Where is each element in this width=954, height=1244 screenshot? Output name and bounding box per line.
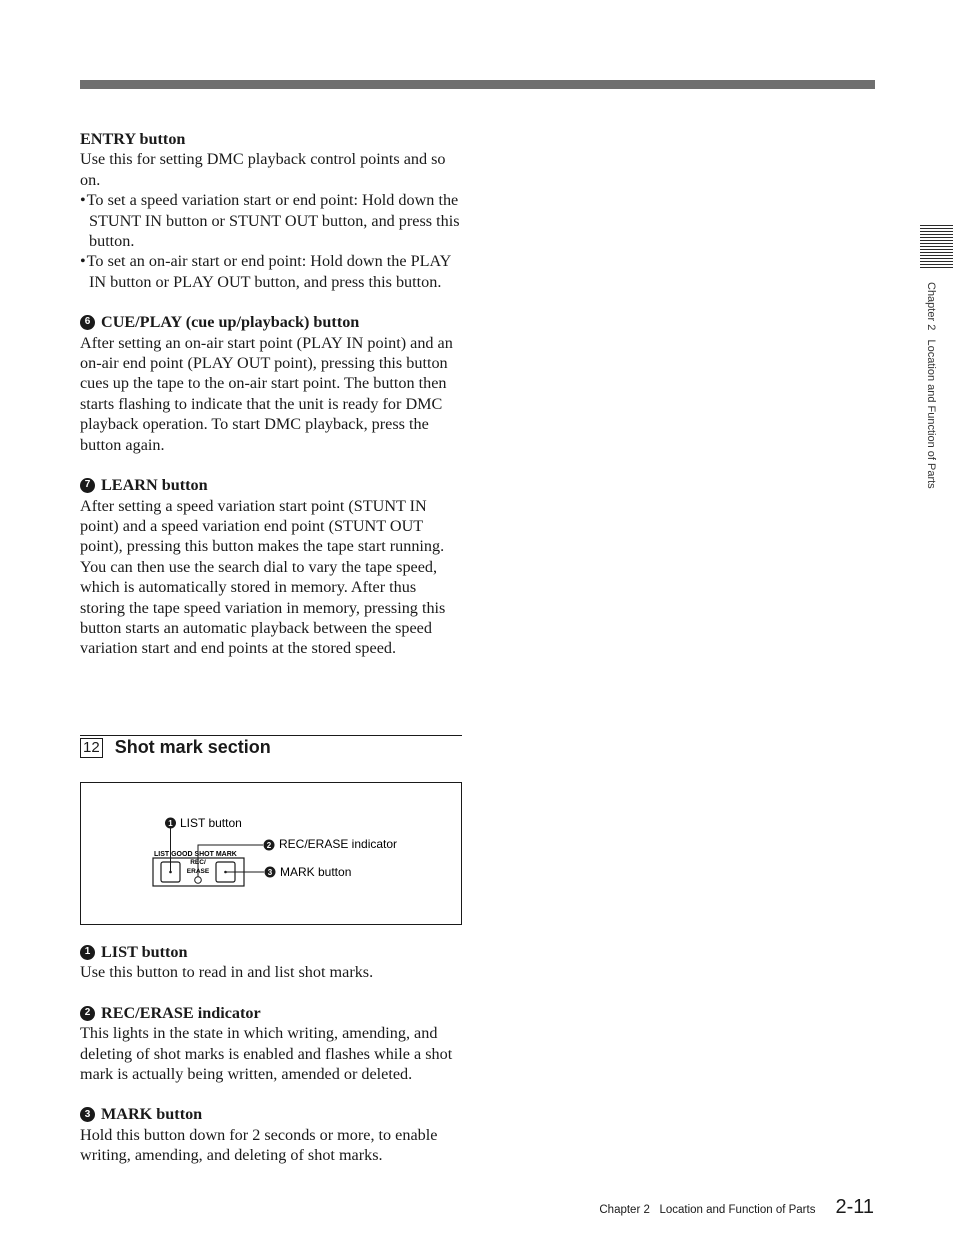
callout-2-number: 2 xyxy=(266,841,272,850)
item-description: Use this button to read in and list shot marks. xyxy=(80,963,374,982)
shot-mark-figure xyxy=(80,782,462,925)
item-description: This lights in the state in which writing, amending, and deleting of shot marks is enabled and flashes while a shot mark is actually being written, amended or deleted. xyxy=(80,1024,453,1084)
callout-2-text: REC/ERASE indicator xyxy=(279,837,398,851)
learn-title: LEARN button xyxy=(101,476,208,495)
item-heading xyxy=(80,1003,465,1023)
rec-erase-label: ERASE xyxy=(186,868,210,875)
item-list-button xyxy=(80,942,465,983)
entry-bullet: • To set an on-air start or end point: Hold down the PLAY IN button or PLAY OUT button, and press this button. xyxy=(80,251,465,292)
item-number-icon: 7 xyxy=(80,478,95,493)
cueplay-section xyxy=(80,312,465,455)
section-heading xyxy=(80,735,462,758)
rec-erase-indicator-shape xyxy=(195,877,202,884)
item-title: MARK button xyxy=(101,1105,203,1124)
learn-heading xyxy=(80,475,465,495)
item-heading xyxy=(80,1104,465,1124)
callout-1-number: 1 xyxy=(168,819,173,828)
callout-1-text: LIST button xyxy=(180,816,242,830)
chapter-tab-marker xyxy=(920,225,953,268)
item-number-icon: 3 xyxy=(80,1107,95,1122)
cueplay-heading xyxy=(80,312,465,332)
panel-label: LIST GOOD SHOT MARK xyxy=(154,851,237,858)
item-mark-button xyxy=(80,1104,465,1165)
item-number-icon: 1 xyxy=(80,945,95,960)
callout-3-number: 3 xyxy=(267,868,273,877)
item-number-icon: 2 xyxy=(80,1006,95,1021)
main-column xyxy=(80,129,465,679)
shot-mark-diagram xyxy=(81,783,461,924)
page-number: 2-11 xyxy=(835,1196,874,1218)
shot-mark-items xyxy=(80,942,465,1186)
item-description: Hold this button down for 2 seconds or more, to enable writing, amending, and deleting of shot marks. xyxy=(80,1125,438,1165)
side-chapter-label: Chapter 2 Location and Function of Parts xyxy=(925,282,937,489)
item-heading xyxy=(80,942,465,962)
entry-bullet: • To set a speed variation start or end point: Hold down the STUNT IN button or STUNT OUT button, and press this button. xyxy=(80,190,465,251)
item-rec-erase-indicator xyxy=(80,1003,465,1085)
item-title: LIST button xyxy=(101,943,188,961)
entry-description: Use this for setting DMC playback control points and so on. xyxy=(80,150,446,189)
cueplay-description: After setting an on-air start point (PLAY IN point) and an on-air end point (PLAY OUT point), pressing this button cues up the tape to the on-air start point. The button then starts flashing to indicate that the unit is ready for DMC playback operation. To start DMC playback, press the button again. xyxy=(80,333,453,454)
entry-title: ENTRY button xyxy=(80,130,186,148)
footer-chapter: Chapter 2 Location and Function of Parts xyxy=(599,1204,816,1216)
callout-3-text: MARK button xyxy=(280,865,352,879)
entry-section xyxy=(80,129,465,292)
section-title: Shot mark section xyxy=(114,737,271,757)
entry-bullets xyxy=(80,190,465,292)
cueplay-title: CUE/PLAY (cue up/playback) button xyxy=(101,313,360,332)
page-footer xyxy=(599,1196,874,1219)
learn-section xyxy=(80,475,465,659)
item-title: REC/ERASE indicator xyxy=(101,1003,261,1022)
top-rule xyxy=(80,80,875,89)
learn-description: After setting a speed variation start point (STUNT IN point) and a speed variation end point (STUNT OUT point), pressing this button makes the tape start running. You can then use the search dial to vary the tape speed, which is automatically stored in memory. After thus storing the tape speed variation in memory, pressing this button starts an automatic playback between the speed variation start and end points at the stored speed. xyxy=(80,496,446,658)
rec-erase-label: REC/ xyxy=(190,859,206,866)
section-number: 12 xyxy=(80,738,103,758)
item-number-icon: 6 xyxy=(80,315,95,330)
